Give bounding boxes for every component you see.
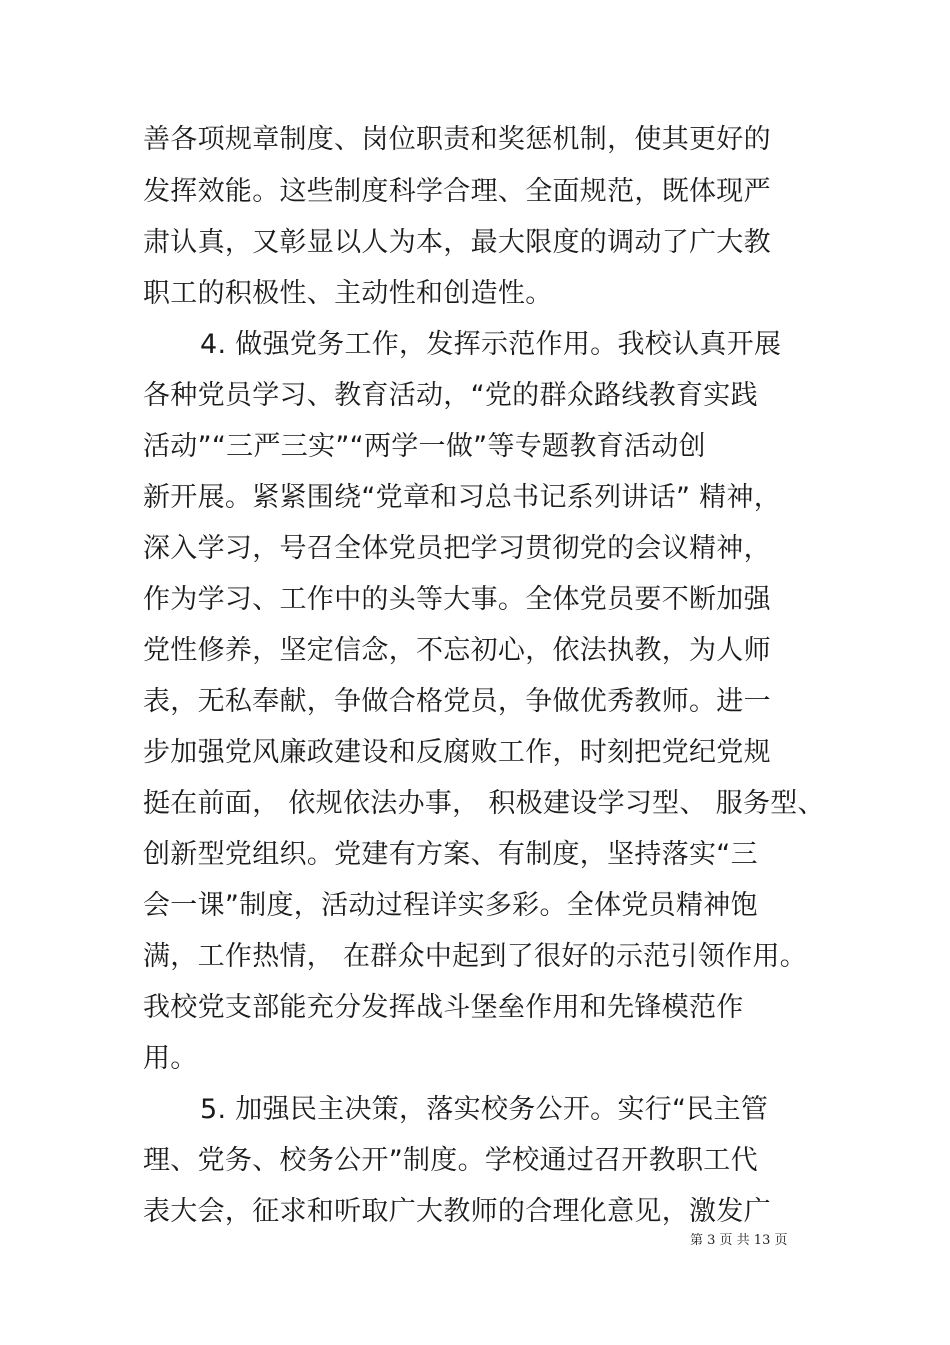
text-line: 职工的积极性、主动性和创造性。 bbox=[143, 278, 553, 309]
page-number-footer: 第 3 页 共 13 页 bbox=[690, 1233, 788, 1248]
text-line: 用。 bbox=[143, 1043, 198, 1074]
text-line: 发挥效能。这些制度科学合理、全面规范，既体现严 bbox=[143, 176, 771, 207]
paragraph-start-line: 4. 做强党务工作，发挥示范作用。我校认真开展 bbox=[200, 329, 782, 360]
text-line: 表，无私奉献，争做合格党员，争做优秀教师。进一 bbox=[143, 686, 771, 717]
paragraph-start-line: 5. 加强民主决策，落实校务公开。实行“民主管 bbox=[200, 1094, 769, 1125]
text-line: 创新型党组织。党建有方案、有制度，坚持落实“三 bbox=[143, 839, 758, 870]
text-line: 步加强党风廉政建设和反腐败工作，时刻把党纪党规 bbox=[143, 737, 771, 768]
text-line: 我校党支部能充分发挥战斗堡垒作用和先锋模范作 bbox=[143, 992, 744, 1023]
text-line: 善各项规章制度、岗位职责和奖惩机制，使其更好的 bbox=[143, 124, 771, 155]
text-line: 理、党务、校务公开”制度。学校通过召开教职工代 bbox=[143, 1145, 758, 1176]
text-line: 深入学习，号召全体党员把学习贯彻党的会议精神， bbox=[143, 533, 771, 564]
text-line: 新开展。紧紧围绕“党章和习总书记系列讲话” 精神， bbox=[143, 482, 782, 513]
text-line: 满，工作热情， 在群众中起到了很好的示范引领作用。 bbox=[143, 941, 808, 972]
text-line: 党性修养，坚定信念，不忘初心，依法执教，为人师 bbox=[143, 635, 771, 666]
text-line: 作为学习、工作中的头等大事。全体党员要不断加强 bbox=[143, 584, 771, 615]
text-line: 挺在前面， 依规依法办事， 积极建设学习型、 服务型、 bbox=[143, 788, 825, 819]
text-line: 肃认真，又彰显以人为本，最大限度的调动了广大教 bbox=[143, 227, 771, 258]
text-line: 表大会，征求和听取广大教师的合理化意见，激发广 bbox=[143, 1196, 771, 1227]
text-line: 各种党员学习、教育活动，“党的群众路线教育实践 bbox=[143, 380, 758, 411]
text-line: 活动”“三严三实”“两学一做”等专题教育活动创 bbox=[143, 431, 706, 462]
text-line: 会一课”制度，活动过程详实多彩。全体党员精神饱 bbox=[143, 890, 758, 921]
